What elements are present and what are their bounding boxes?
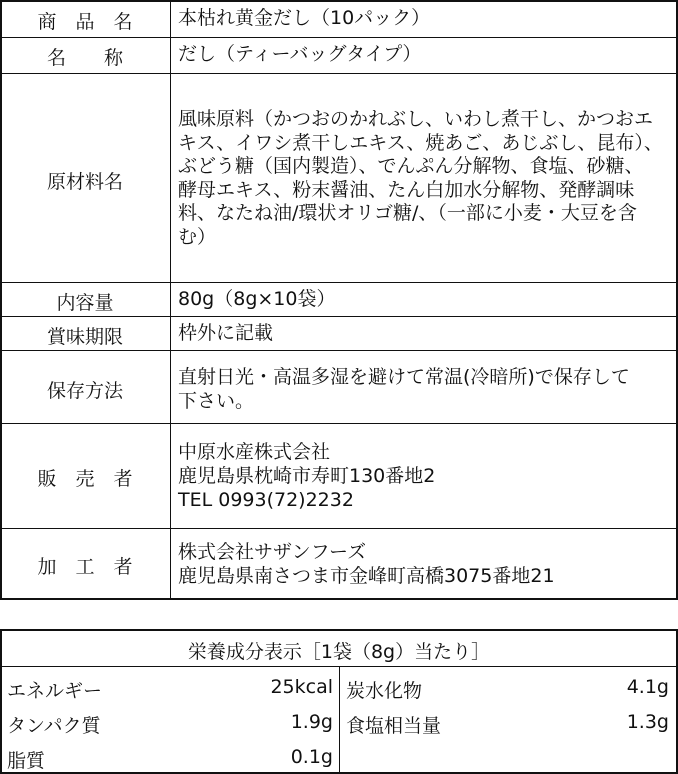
nutrient-name-fat: 脂質 [7, 750, 46, 772]
row-value-processor: 株式会社サザンフーズ 鹿児島県南さつま市金峰町高橋3075番地21 [178, 541, 555, 587]
nutrient-value-carbohydrate: 4.1g [626, 676, 669, 698]
row-value-seller: 中原水産株式会社 鹿児島県枕崎市寿町130番地2 TEL 0993(72)2232 [178, 441, 436, 511]
row-label-name: 名 称 [46, 47, 123, 69]
row-value-best-before: 枠外に記載 [178, 322, 274, 344]
nutrient-name-energy: エネルギー [7, 680, 103, 702]
row-label-product-name: 商 品 名 [37, 11, 133, 33]
row-label-ingredients: 原材料名 [46, 171, 123, 193]
nutrient-value-fat: 0.1g [290, 746, 333, 768]
row-value-contents: 80g（8g×10袋） [178, 288, 336, 310]
row-label-storage: 保存方法 [46, 380, 123, 402]
nutrient-value-salt: 1.3g [626, 711, 669, 733]
row-value-name: だし（ティーバッグタイプ） [178, 43, 422, 65]
nutrient-name-protein: タンパク質 [7, 715, 101, 737]
nutrient-value-energy: 25kcal [270, 676, 333, 698]
row-value-ingredients: 風味原料（かつおのかれぶし、いわし煮干し、かつおエ キス、イワシ煮干しエキス、焼あご、あじぶし、昆布）、 ぶどう糖（国内製造）、でんぷん分解物、食塩、砂糖、 酵母エキス、粉末醤油、たん白加水分解物、発酵調味 料、なたね油/環状オリゴ糖/、（一部に小麦・大豆を含 む） [178, 108, 663, 248]
row-label-best-before: 賞味期限 [46, 326, 123, 348]
nutrient-name-carbohydrate: 炭水化物 [346, 680, 423, 702]
row-label-seller: 販 売 者 [37, 468, 133, 490]
nutrition-title: 栄養成分表示［1袋（8g）当たり］ [187, 641, 491, 663]
nutrient-value-protein: 1.9g [290, 711, 333, 733]
row-label-processor: 加 工 者 [37, 556, 133, 578]
row-value-product-name: 本枯れ黄金だし（10パック） [178, 7, 431, 29]
row-label-contents: 内容量 [56, 292, 114, 314]
row-value-storage: 直射日光・高温多湿を避けて常温(冷暗所)で保存して 下さい。 [178, 366, 630, 412]
nutrient-name-salt: 食塩相当量 [346, 715, 442, 737]
